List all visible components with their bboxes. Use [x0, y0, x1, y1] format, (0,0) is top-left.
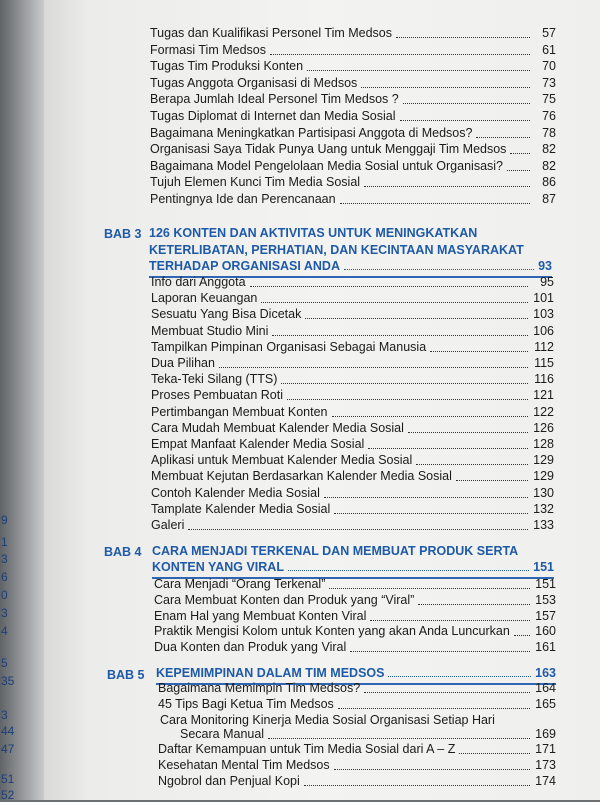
toc-entry	[151, 324, 554, 339]
leader-dots	[396, 37, 530, 38]
toc-entry-page: 160	[535, 624, 556, 639]
toc-entry	[151, 421, 554, 436]
toc-entry-title: Ngobrol dan Penjual Kopi	[158, 773, 300, 788]
leader-dots	[408, 432, 528, 433]
monitoring-line2-row	[180, 727, 556, 742]
toc-entry	[151, 307, 554, 322]
toc-entry-title: Membuat Kejutan Berdasarkan Kalender Media Sosial	[151, 469, 452, 484]
toc-entry-page: 76	[542, 109, 556, 123]
leader-dots	[370, 620, 530, 621]
leader-dots	[456, 480, 528, 481]
bab5-label: BAB 5	[107, 668, 145, 682]
toc-entry	[151, 405, 554, 420]
left-page-number: 9	[1, 513, 8, 527]
monitoring-line1: Cara Monitoring Kinerja Media Sosial Organisasi Setiap Hari	[160, 713, 495, 727]
toc-entry-title: Tugas Tim Produksi Konten	[150, 59, 304, 74]
leader-dots	[268, 738, 530, 739]
toc-entry	[150, 175, 556, 190]
toc-entry	[150, 142, 556, 157]
leader-dots	[510, 153, 530, 154]
toc-entry	[150, 109, 556, 124]
leader-dots	[305, 318, 528, 319]
left-page-number: 1	[1, 535, 8, 549]
left-page-number: 52	[1, 788, 15, 802]
toc-entry-title: Dua Konten dan Produk yang Viral	[154, 640, 347, 655]
leader-dots	[287, 399, 528, 400]
toc-entry	[150, 43, 556, 58]
bab3-title-line2: KETERLIBATAN, PERHATIAN, DAN KECINTAAN MASYARAKAT	[149, 243, 524, 257]
toc-entry-title: Formasi Tim Medsos	[150, 42, 266, 57]
toc-entry-title: Cara Mudah Membuat Kalender Media Sosial	[151, 420, 404, 435]
toc-entry	[151, 486, 554, 501]
bab3-page: 93	[538, 259, 552, 273]
toc-entry-page: 173	[535, 757, 556, 772]
leader-dots	[364, 186, 530, 187]
toc-page	[44, 0, 600, 800]
leader-dots	[514, 635, 530, 636]
leader-dots	[332, 416, 529, 417]
toc-entry	[158, 758, 556, 773]
toc-entry-page: 82	[542, 158, 556, 173]
toc-entry-title: Cara Menjadi “Orang Terkenal”	[154, 577, 326, 591]
leader-dots	[329, 588, 530, 589]
toc-entry	[151, 372, 554, 387]
toc-entry	[151, 388, 554, 403]
left-page-number: 5	[1, 656, 8, 670]
leader-dots	[418, 604, 530, 605]
toc-entry	[151, 291, 554, 306]
leader-dots	[324, 497, 528, 498]
toc-entry-page: 61	[542, 42, 556, 57]
toc-entry-title: Bagaimana Memimpin Tim Medsos?	[158, 681, 361, 695]
leader-dots	[350, 651, 530, 652]
toc-entry-page: 73	[542, 75, 556, 90]
toc-entry-title: Teka-Teki Silang (TTS)	[151, 372, 278, 387]
toc-entry-title: Dua Pilihan	[151, 356, 215, 370]
toc-entry-title: Galeri	[151, 518, 185, 532]
bab5-page: 163	[535, 666, 556, 680]
toc-entry	[150, 76, 556, 91]
toc-entry	[150, 92, 556, 107]
leader-dots	[219, 367, 528, 368]
toc-entry-title: Aplikasi untuk Membuat Kalender Media Sosial	[151, 453, 413, 468]
leader-dots	[430, 351, 528, 352]
toc-entry-page: 116	[534, 372, 554, 387]
left-page-number: 3	[1, 708, 8, 722]
toc-entry-page: 151	[535, 577, 556, 591]
leader-dots	[281, 383, 528, 384]
toc-entry	[154, 640, 556, 655]
toc-entry	[150, 59, 556, 74]
toc-entry	[158, 774, 556, 789]
toc-entry	[150, 126, 556, 141]
leader-dots	[361, 87, 530, 88]
toc-entry-title: Tugas dan Kualifikasi Personel Tim Medsos	[150, 26, 393, 40]
toc-entry-title: Daftar Kemampuan untuk Tim Media Sosial dari A – Z	[158, 742, 456, 756]
monitoring-line2: Secara Manual	[180, 727, 265, 741]
leader-dots	[272, 335, 528, 336]
toc-entry-page: 153	[535, 592, 556, 607]
toc-entry-page: 87	[542, 192, 556, 206]
leader-dots	[476, 137, 530, 138]
toc-entry-page: 115	[534, 356, 554, 370]
toc-entry-title: Tamplate Kalender Media Sosial	[151, 501, 331, 516]
toc-entry-page: 129	[533, 453, 554, 468]
bab4-label: BAB 4	[104, 545, 142, 559]
leader-dots	[400, 120, 530, 121]
toc-entry-page: 78	[542, 125, 556, 140]
toc-entry-page: 103	[533, 307, 554, 322]
toc-entry	[158, 681, 556, 696]
toc-entry-page: 106	[533, 323, 554, 338]
leader-dots	[416, 464, 528, 465]
toc-entry-title: Contoh Kalender Media Sosial	[151, 485, 320, 500]
leader-dots	[304, 785, 530, 786]
toc-entry-title: Empat Manfaat Kalender Media Sosial	[151, 437, 365, 451]
leader-dots	[250, 286, 528, 287]
toc-entry-page: 164	[535, 681, 556, 695]
toc-entry-page: 86	[542, 175, 556, 190]
toc-entry	[154, 593, 556, 608]
toc-entry-title: Pertimbangan Membuat Konten	[151, 404, 328, 419]
toc-entry	[158, 742, 556, 757]
toc-entry-title: Bagaimana Meningkatkan Partisipasi Anggota di Medsos?	[150, 125, 473, 140]
toc-entry-title: Enam Hal yang Membuat Konten Viral	[154, 608, 367, 623]
toc-entry-page: 171	[535, 742, 556, 756]
toc-entry-title: Bagaimana Model Pengelolaan Media Sosial untuk Organisasi?	[150, 158, 503, 173]
leader-dots	[388, 676, 531, 677]
leader-dots	[368, 448, 528, 449]
toc-entry-title: Tugas Diplomat di Internet dan Media Sosial	[150, 109, 396, 123]
toc-entry-title: Tugas Anggota Organisasi di Medsos	[150, 75, 358, 90]
toc-entry	[154, 624, 556, 639]
toc-entry-page: 82	[542, 142, 556, 157]
toc-entry-title: Tujuh Elemen Kunci Tim Media Sosial	[150, 175, 361, 190]
bab4-title-line2: KONTEN YANG VIRAL	[152, 560, 284, 574]
bab3-label: BAB 3	[104, 227, 142, 241]
toc-entry-title: Membuat Studio Mini	[151, 323, 269, 338]
toc-entry-title: Info dari Anggota	[151, 275, 246, 289]
leader-dots	[340, 203, 530, 204]
toc-entry-title: Sesuatu Yang Bisa Dicetak	[151, 307, 302, 322]
toc-entry-title: Proses Pembuatan Roti	[151, 388, 284, 403]
leader-dots	[270, 54, 530, 55]
toc-entry-page: 95	[540, 275, 554, 289]
toc-entry-page: 126	[533, 420, 554, 435]
leader-dots	[507, 170, 530, 171]
toc-entry	[150, 26, 556, 41]
toc-entry-title: Berapa Jumlah Ideal Personel Tim Medsos ?	[150, 92, 399, 107]
leader-dots	[459, 753, 530, 754]
left-page-number: 44	[1, 724, 15, 738]
toc-entry-title: Kesehatan Mental Tim Medsos	[158, 757, 330, 772]
toc-entry-page: 165	[535, 696, 556, 711]
toc-entry	[151, 275, 554, 290]
toc-entry	[150, 192, 556, 207]
leader-dots	[334, 769, 530, 770]
leader-dots	[188, 529, 528, 530]
toc-entry-title: Laporan Keuangan	[151, 291, 258, 306]
left-page-number: 0	[1, 588, 8, 602]
toc-entry-title: Tampilkan Pimpinan Organisasi Sebagai Manusia	[151, 339, 427, 354]
toc-entry-page: 130	[533, 485, 554, 500]
leader-dots	[403, 103, 530, 104]
left-page-edge	[0, 0, 44, 800]
left-page-number: 51	[1, 772, 15, 786]
left-page-number: 4	[1, 624, 8, 638]
toc-entry	[151, 340, 554, 355]
monitoring-page: 169	[535, 727, 556, 741]
toc-entry	[151, 469, 554, 484]
toc-entry-page: 122	[533, 404, 554, 419]
toc-entry-title: Cara Membuat Konten dan Produk yang “Viral”	[154, 592, 415, 607]
toc-entry-page: 112	[534, 339, 554, 354]
bab4-title-line2-row	[152, 560, 554, 574]
left-page-number: 6	[1, 570, 8, 584]
toc-entry-page: 161	[535, 640, 556, 655]
leader-dots	[261, 302, 528, 303]
bab3-title-line3-row	[149, 259, 552, 273]
leader-dots	[307, 70, 530, 71]
leader-dots	[288, 570, 529, 571]
toc-entry-page: 101	[533, 291, 554, 306]
toc-entry-page: 128	[533, 437, 554, 451]
bab5-title-row	[156, 666, 556, 680]
toc-entry-page: 157	[535, 608, 556, 623]
toc-entry	[154, 577, 556, 592]
toc-entry-title: Organisasi Saya Tidak Punya Uang untuk Menggaji Tim Medsos	[150, 142, 507, 157]
toc-entry-page: 121	[533, 388, 554, 403]
toc-entry-page: 133	[533, 518, 554, 532]
bab3-title-line1: 126 KONTEN DAN AKTIVITAS UNTUK MENINGKATKAN	[149, 226, 478, 240]
leader-dots	[344, 269, 534, 270]
toc-entry	[151, 518, 554, 533]
left-page-number: 3	[1, 552, 8, 566]
bab3-title-line3: TERHADAP ORGANISASI ANDA	[149, 259, 340, 273]
bab4-title-line1: CARA MENJADI TERKENAL DAN MEMBUAT PRODUK SERTA	[152, 544, 519, 558]
leader-dots	[364, 692, 530, 693]
toc-entry-title: Pentingnya Ide dan Perencanaan	[150, 192, 336, 206]
toc-entry-page: 132	[533, 501, 554, 516]
toc-entry	[154, 609, 556, 624]
toc-entry	[151, 453, 554, 468]
toc-entry-page: 174	[535, 773, 556, 788]
toc-entry-page: 129	[533, 469, 554, 484]
leader-dots	[334, 513, 528, 514]
toc-entry	[151, 356, 554, 371]
left-page-number: 47	[1, 742, 15, 756]
left-page-number: 35	[1, 674, 15, 688]
bab5-title: KEPEMIMPINAN DALAM TIM MEDSOS	[156, 666, 385, 680]
left-page-number: 3	[1, 606, 8, 620]
toc-entry	[150, 159, 556, 174]
toc-entry	[158, 697, 556, 712]
bab4-page: 151	[533, 560, 554, 574]
leader-dots	[338, 708, 530, 709]
toc-entry	[151, 437, 554, 452]
toc-entry	[151, 502, 554, 517]
toc-entry-page: 70	[542, 59, 556, 74]
toc-entry-page: 75	[542, 92, 556, 107]
toc-entry-title: 45 Tips Bagi Ketua Tim Medsos	[158, 696, 334, 711]
toc-entry-title: Praktik Mengisi Kolom untuk Konten yang akan Anda Luncurkan	[154, 624, 510, 639]
toc-entry-page: 57	[542, 26, 556, 40]
